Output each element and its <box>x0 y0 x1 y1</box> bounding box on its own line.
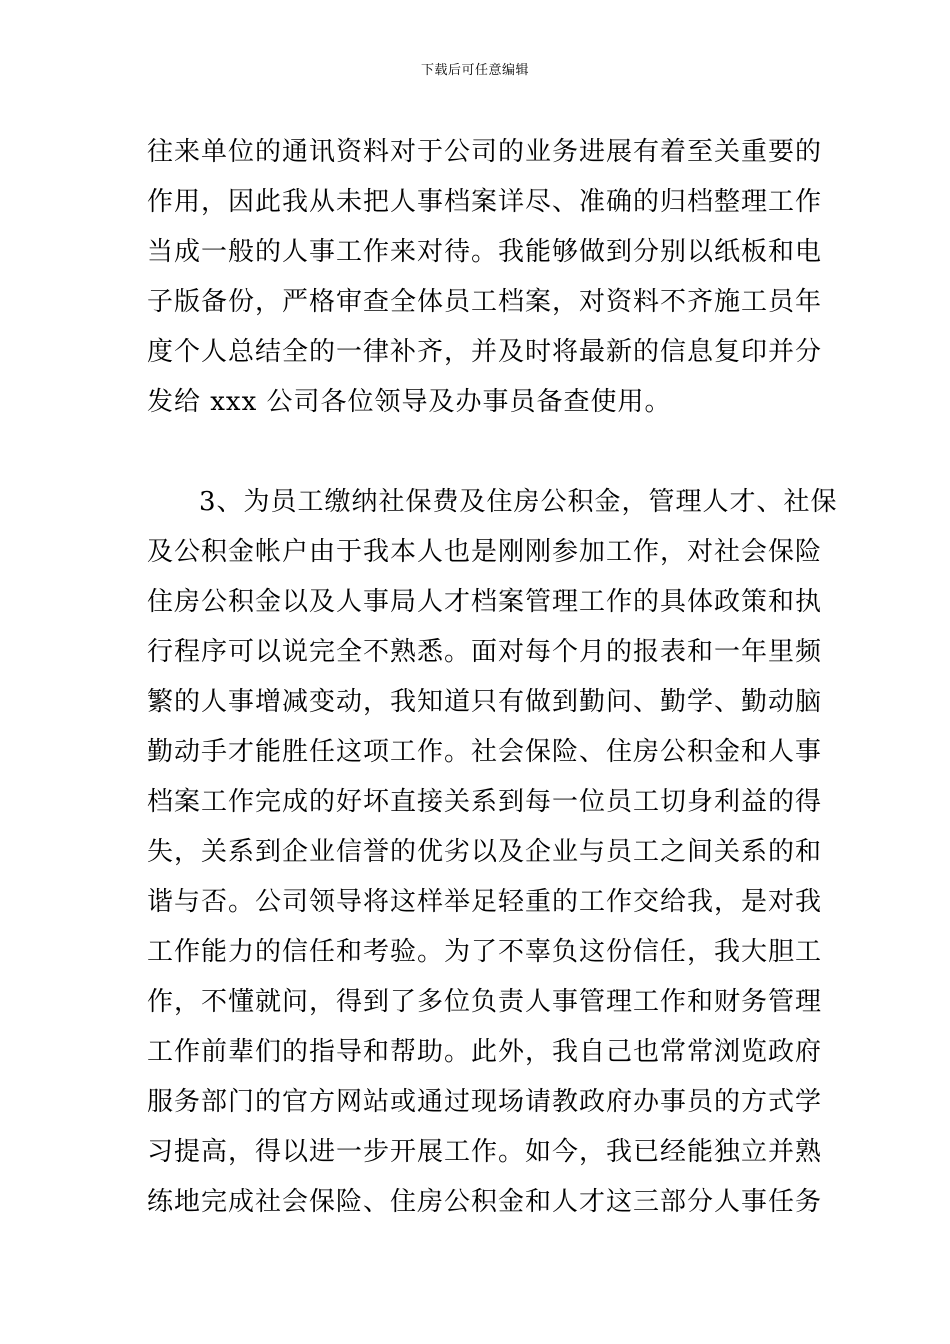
paragraph-line: 工作前辈们的指导和帮助。此外，我自己也常常浏览政府 <box>147 1037 823 1067</box>
paragraph-line: 档案工作完成的好坏直接关系到每一位员工切身利益的得 <box>147 787 823 817</box>
paragraph-archives <box>147 127 823 427</box>
paragraph-social-security <box>147 477 838 1227</box>
paragraph-line: 子版备份，严格审查全体员工档案，对资料不齐施工员年 <box>147 287 823 317</box>
paragraph-line: 工作能力的信任和考验。为了不辜负这份信任，我大胆工 <box>147 937 823 967</box>
paragraph-line: 服务部门的官方网站或通过现场请教政府办事员的方式学 <box>147 1087 823 1117</box>
paragraph-line: 勤动手才能胜任这项工作。社会保险、住房公积金和人事 <box>147 737 823 767</box>
paragraph-line: 住房公积金以及人事局人才档案管理工作的具体政策和执 <box>147 587 823 617</box>
paragraph-line: 习提高，得以进一步开展工作。如今，我已经能独立并熟 <box>147 1137 823 1167</box>
paragraph-line: 发给 xxx 公司各位领导及办事员备查使用。 <box>147 387 672 417</box>
paragraph-line: 及公积金帐户由于我本人也是刚刚参加工作，对社会保险 <box>147 537 823 567</box>
header-note: 下载后可任意编辑 <box>420 63 529 78</box>
paragraph-line: 当成一般的人事工作来对待。我能够做到分别以纸板和电 <box>147 237 823 267</box>
paragraph-line: 行程序可以说完全不熟悉。面对每个月的报表和一年里频 <box>147 637 823 667</box>
paragraph-line: 3、为员工缴纳社保费及住房公积金，管理人才、社保 <box>199 487 838 517</box>
paragraph-line: 练地完成社会保险、住房公积金和人才这三部分人事任务 <box>147 1187 823 1217</box>
paragraph-line: 失，关系到企业信誉的优劣以及企业与员工之间关系的和 <box>147 837 823 867</box>
paragraph-line: 度个人总结全的一律补齐，并及时将最新的信息复印并分 <box>147 337 823 367</box>
paragraph-line: 作用，因此我从未把人事档案详尽、准确的归档整理工作 <box>147 187 823 217</box>
paragraph-line: 作，不懂就问，得到了多位负责人事管理工作和财务管理 <box>147 987 823 1017</box>
paragraph-line: 往来单位的通讯资料对于公司的业务进展有着至关重要的 <box>147 137 823 167</box>
paragraph-line: 谐与否。公司领导将这样举足轻重的工作交给我，是对我 <box>147 887 823 917</box>
paragraph-line: 繁的人事增减变动，我知道只有做到勤问、勤学、勤动脑 <box>147 687 823 717</box>
